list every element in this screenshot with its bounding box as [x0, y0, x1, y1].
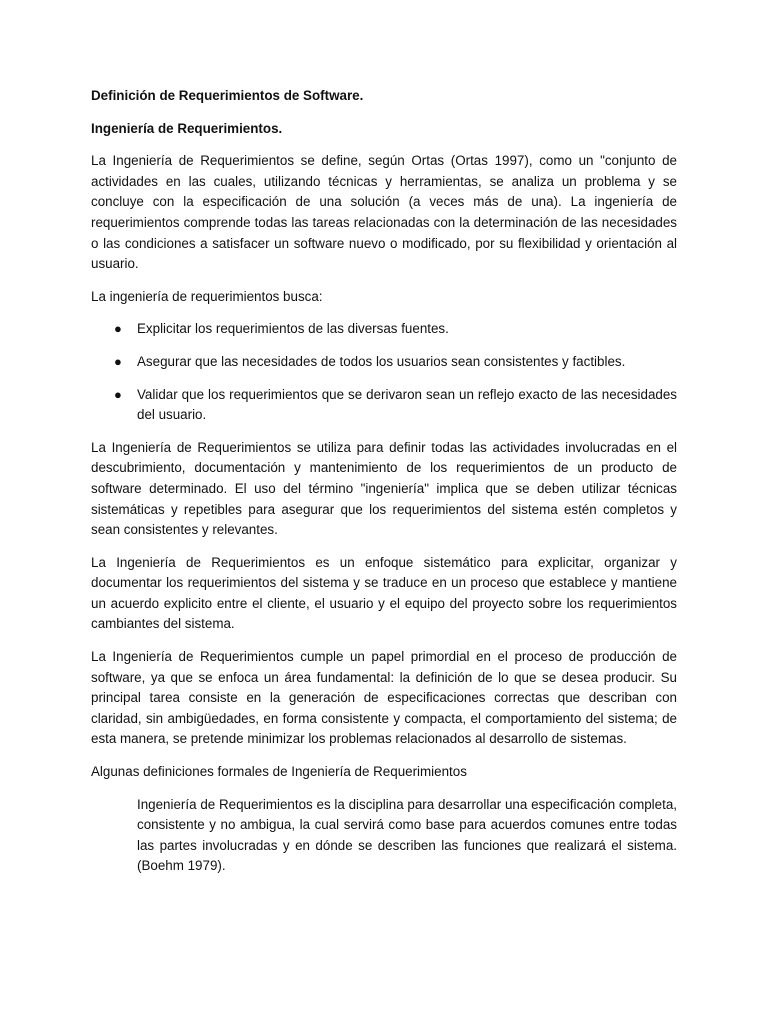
document-title: Definición de Requerimientos de Software. — [91, 88, 364, 103]
bullet-icon: ● — [114, 321, 122, 337]
paragraph-usage: La Ingeniería de Requerimientos se utiliza para definir todas las actividades involucradas en el descubrimiento, documentación y mantenimiento de los requerimientos de un producto de software determinado. El uso del término "ingeniería" implica que se deben utilizar técnicas sistemáticas y repetibles para asegurar que los requerimientos del sistema estén completos y sean consistentes y relevantes. — [91, 439, 677, 538]
definition-quote: Ingeniería de Requerimientos es la disciplina para desarrollar una especificación completa, consistente y no ambigua, la cual servirá como base para acuerdos comunes entre todas las partes involucradas y en dónde se describen las funciones que realizará el sistema. (Boehm 1979). — [137, 796, 677, 874]
bullet-list — [91, 319, 677, 425]
definitions-intro: Algunas definiciones formales de Ingeniería de Requerimientos — [91, 764, 467, 780]
paragraph-approach: La Ingeniería de Requerimientos es un enfoque sistemático para explicitar, organizar y documentar los requerimientos del sistema y se traduce en un proceso que establece y mantiene un acuerdo explicito entre el cliente, el usuario y el equipo del proyecto sobre los requerimientos cambiantes del sistema. — [91, 554, 677, 632]
bullet-icon: ● — [114, 353, 122, 369]
bullet-icon: ● — [114, 386, 122, 402]
list-item — [91, 352, 677, 373]
document-page — [91, 86, 677, 877]
list-item — [91, 319, 677, 340]
paragraph-definition: La Ingeniería de Requerimientos se define, según Ortas (Ortas 1997), como un "conjunto de actividades en las cuales, utilizando técnicas y herramientas, se analiza un problema y se concluye con la especificación de una solución (a veces más de una). La ingeniería de requerimientos comprende todas las tareas relacionadas con la determinación de las necesidades o las condiciones a satisfacer un software nuevo o modificado, por su flexibilidad y orientación al usuario. — [91, 153, 677, 272]
list-item — [91, 385, 677, 426]
section-heading: Ingeniería de Requerimientos. — [91, 120, 283, 136]
list-item-text: Asegurar que las necesidades de todos los usuarios sean consistentes y factibles. — [137, 353, 626, 369]
paragraph-role: La Ingeniería de Requerimientos cumple un papel primordial en el proceso de producción de software, ya que se enfoca un área fundamental: la definición de lo que se desea producir. Su principal tarea consiste en la generación de especificaciones correctas que describan con claridad, sin ambigüedades, en forma consistente y compacta, el comportamiento del sistema; de esta manera, se pretende minimizar los problemas relacionados al desarrollo de sistemas. — [91, 649, 677, 747]
list-intro: La ingeniería de requerimientos busca: — [91, 288, 323, 304]
list-item-text: Validar que los requerimientos que se derivaron sean un reflejo exacto de las necesidades del usuario. — [137, 386, 677, 423]
list-item-text: Explicitar los requerimientos de las diversas fuentes. — [137, 321, 449, 337]
